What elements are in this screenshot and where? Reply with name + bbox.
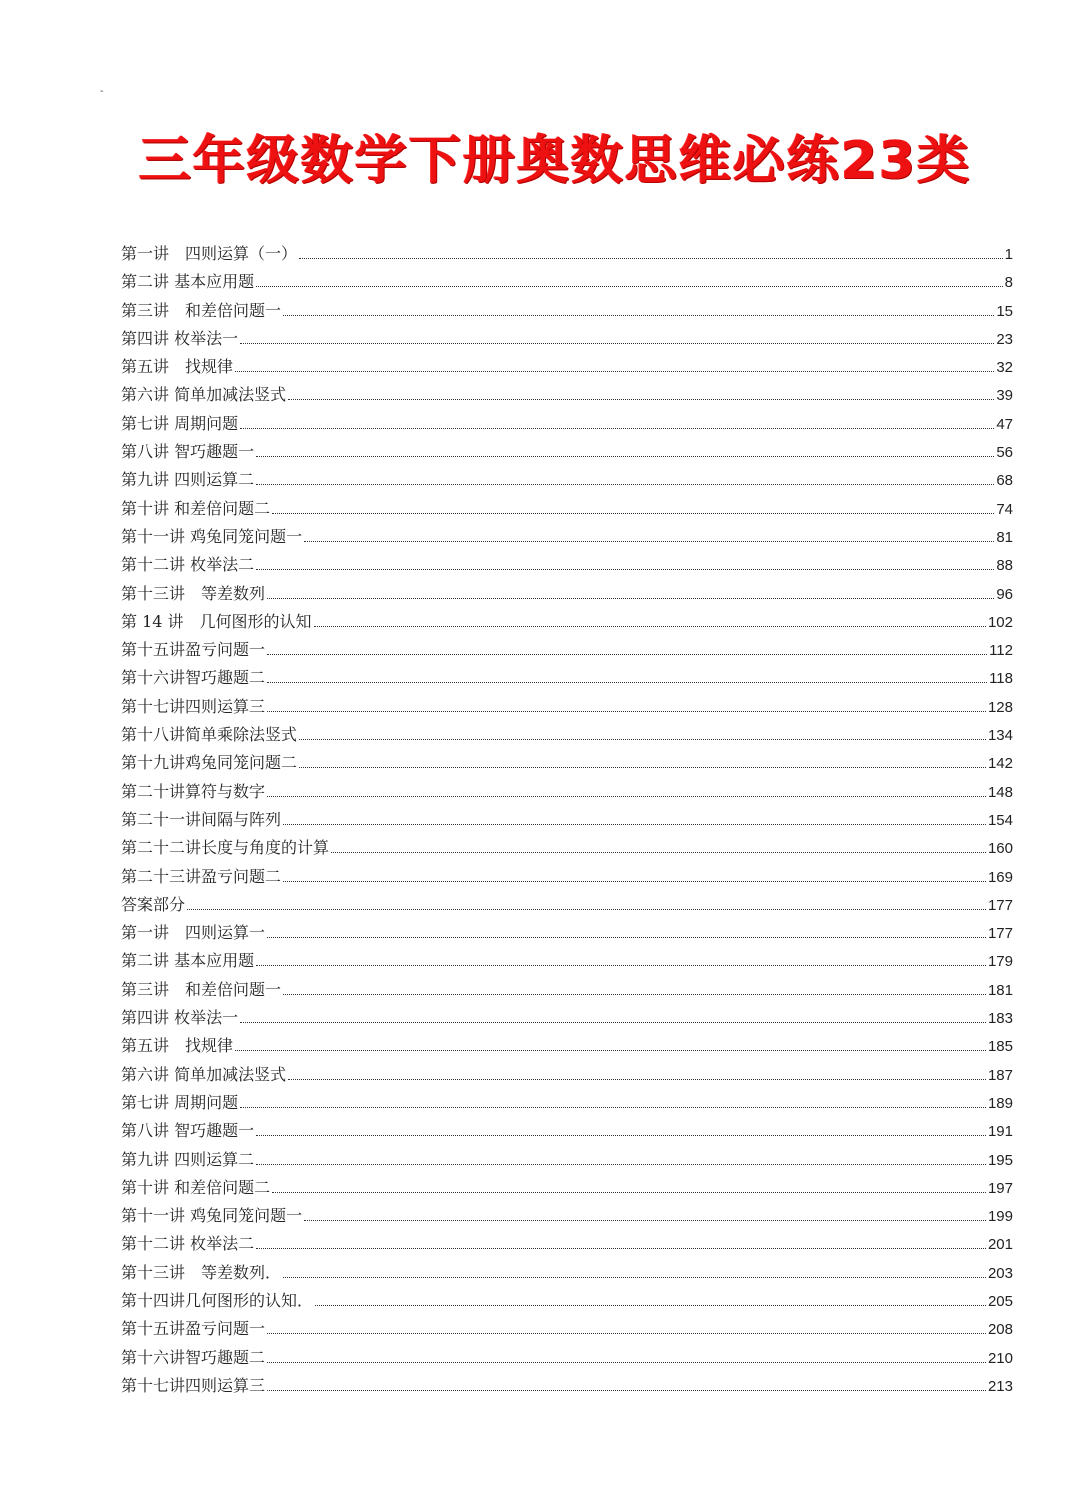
toc-dot-leader <box>283 824 986 825</box>
toc-dot-leader <box>267 1333 986 1334</box>
toc-entry-page-number: 197 <box>987 1179 1013 1197</box>
toc-entry[interactable] <box>121 1287 1013 1315</box>
toc-dot-leader <box>267 654 987 655</box>
toc-entry-title: 第十一讲 鸡兔同笼问题一 <box>121 1206 303 1226</box>
toc-entry-page-number: 203 <box>987 1264 1013 1282</box>
toc-entry[interactable] <box>121 1230 1013 1258</box>
toc-entry-title: 第六讲 简单加减法竖式 <box>121 1064 287 1084</box>
toc-dot-leader <box>283 994 986 995</box>
table-of-contents <box>121 240 1013 1400</box>
toc-entry[interactable] <box>121 1004 1013 1032</box>
toc-entry[interactable] <box>121 1372 1013 1400</box>
toc-entry-title: 第一讲 四则运算（一） <box>121 244 298 263</box>
toc-entry-title: 第七讲 周期问题 <box>121 413 239 433</box>
toc-entry-title: 第十九讲鸡兔同笼问题二 <box>121 753 298 773</box>
toc-dot-leader <box>240 343 994 344</box>
toc-entry-title: 第二十一讲间隔与阵列 <box>121 809 282 829</box>
toc-entry[interactable] <box>121 1344 1013 1372</box>
toc-entry-page-number: 169 <box>987 868 1013 886</box>
toc-entry-title: 第六讲 简单加减法竖式 <box>121 385 287 405</box>
toc-entry[interactable] <box>121 1146 1013 1174</box>
toc-entry-page-number: 199 <box>987 1208 1013 1226</box>
toc-entry[interactable] <box>121 495 1013 523</box>
toc-entry[interactable] <box>121 325 1013 353</box>
toc-entry[interactable] <box>121 693 1013 721</box>
toc-entry-page-number: 142 <box>987 755 1013 773</box>
toc-entry-page-number: 32 <box>996 359 1013 377</box>
toc-dot-leader <box>272 513 994 514</box>
toc-entry[interactable] <box>121 1174 1013 1202</box>
toc-entry-page-number: 210 <box>987 1349 1013 1367</box>
toc-entry-title: 第十七讲四则运算三 <box>121 1375 266 1395</box>
toc-entry-title: 第十讲 和差倍问题二 <box>121 1177 271 1197</box>
toc-dot-leader <box>299 767 986 768</box>
toc-entry-title: 第五讲 找规律 <box>121 1036 234 1056</box>
toc-entry[interactable] <box>121 580 1013 608</box>
toc-entry-title: 第十一讲 鸡兔同笼问题一 <box>121 526 303 546</box>
toc-dot-leader <box>256 1164 986 1165</box>
toc-entry-title: 第八讲 智巧趣题一 <box>121 442 255 462</box>
toc-entry-page-number: 56 <box>996 444 1013 462</box>
toc-dot-leader <box>267 796 986 797</box>
corner-mark: - <box>100 86 104 97</box>
toc-entry[interactable] <box>121 636 1013 664</box>
page-title: 三年级数学下册奥数思维必练23类 <box>138 131 972 191</box>
toc-entry-title: 第十八讲简单乘除法竖式 <box>121 725 298 745</box>
toc-entry-title: 第十二讲 枚举法二 <box>121 555 255 575</box>
toc-entry-title: 答案部分 <box>121 894 186 914</box>
toc-entry[interactable] <box>121 1315 1013 1343</box>
toc-entry-page-number: 118 <box>989 670 1013 688</box>
toc-entry-title: 第十六讲智巧趣题二 <box>121 1347 266 1367</box>
toc-entry-page-number: 191 <box>987 1123 1013 1141</box>
toc-entry-page-number: 177 <box>987 896 1013 914</box>
toc-dot-leader <box>256 1248 986 1249</box>
toc-dot-leader <box>256 569 994 570</box>
toc-entry[interactable] <box>121 664 1013 692</box>
toc-entry-page-number: 96 <box>996 585 1013 603</box>
toc-entry-title: 第七讲 周期问题 <box>121 1092 239 1112</box>
toc-entry[interactable] <box>121 749 1013 777</box>
toc-entry-page-number: 39 <box>996 387 1013 405</box>
toc-entry[interactable] <box>121 268 1013 296</box>
toc-entry-page-number: 181 <box>987 981 1013 999</box>
toc-entry[interactable] <box>121 381 1013 409</box>
toc-entry-title: 第十六讲智巧趣题二 <box>121 668 266 688</box>
toc-dot-leader <box>267 1362 986 1363</box>
toc-entry-page-number: 185 <box>987 1038 1013 1056</box>
toc-entry-page-number: 208 <box>987 1321 1013 1339</box>
toc-dot-leader <box>256 484 994 485</box>
toc-entry-page-number: 81 <box>996 528 1013 546</box>
toc-entry-title: 第十三讲 等差数列． <box>121 1262 282 1282</box>
toc-entry-page-number: 47 <box>996 415 1013 433</box>
toc-entry-title: 第一讲 四则运算一 <box>121 923 266 943</box>
toc-entry-page-number: 160 <box>987 840 1013 858</box>
toc-entry[interactable] <box>121 1259 1013 1287</box>
toc-dot-leader <box>267 1390 986 1391</box>
toc-entry-title: 第十二讲 枚举法二 <box>121 1234 255 1254</box>
toc-dot-leader <box>256 965 986 966</box>
toc-entry[interactable] <box>121 919 1013 947</box>
toc-dot-leader <box>240 1022 986 1023</box>
toc-entry-page-number: 15 <box>996 302 1013 320</box>
toc-entry-title: 第十三讲 等差数列 <box>121 583 266 603</box>
toc-entry-title: 第二讲 基本应用题 <box>121 272 255 292</box>
toc-dot-leader <box>235 1050 986 1051</box>
toc-dot-leader <box>267 711 986 712</box>
toc-dot-leader <box>267 598 994 599</box>
toc-entry-title: 第二十三讲盈亏问题二 <box>121 866 282 886</box>
toc-entry-title: 第三讲 和差倍问题一 <box>121 300 282 320</box>
toc-entry[interactable] <box>121 834 1013 862</box>
toc-dot-leader <box>267 682 987 683</box>
toc-entry[interactable] <box>121 608 1013 636</box>
toc-entry-page-number: 189 <box>987 1094 1013 1112</box>
toc-entry[interactable] <box>121 863 1013 891</box>
toc-entry-title: 第二十二讲长度与角度的计算 <box>121 838 330 858</box>
toc-entry[interactable] <box>121 523 1013 551</box>
toc-entry[interactable] <box>121 721 1013 749</box>
toc-entry-title: 第八讲 智巧趣题一 <box>121 1121 255 1141</box>
toc-entry-page-number: 134 <box>987 727 1013 745</box>
toc-entry-page-number: 154 <box>987 811 1013 829</box>
toc-entry-page-number: 1 <box>1004 246 1013 263</box>
toc-entry[interactable] <box>121 947 1013 975</box>
toc-entry[interactable] <box>121 410 1013 438</box>
toc-dot-leader <box>331 852 986 853</box>
toc-entry[interactable] <box>121 1202 1013 1230</box>
toc-entry[interactable] <box>121 778 1013 806</box>
toc-dot-leader <box>288 399 994 400</box>
toc-entry[interactable] <box>121 466 1013 494</box>
toc-entry-page-number: 177 <box>987 925 1013 943</box>
toc-entry-page-number: 187 <box>987 1066 1013 1084</box>
toc-dot-leader <box>240 1107 986 1108</box>
toc-dot-leader <box>256 456 994 457</box>
toc-entry-title: 第十七讲四则运算三 <box>121 696 266 716</box>
toc-dot-leader <box>304 1220 986 1221</box>
toc-dot-leader <box>314 626 986 627</box>
toc-entry-title: 第五讲 找规律 <box>121 357 234 377</box>
toc-entry[interactable] <box>121 1089 1013 1117</box>
toc-dot-leader <box>256 286 1003 287</box>
toc-entry-page-number: 68 <box>996 472 1013 490</box>
toc-entry-title: 第四讲 枚举法一 <box>121 1008 239 1028</box>
toc-dot-leader <box>299 739 986 740</box>
toc-entry-page-number: 195 <box>987 1151 1013 1169</box>
toc-dot-leader <box>315 1305 986 1306</box>
toc-entry-page-number: 205 <box>987 1292 1013 1310</box>
toc-dot-leader <box>299 258 1003 259</box>
toc-entry-page-number: 148 <box>987 783 1013 801</box>
toc-entry-title: 第九讲 四则运算二 <box>121 470 255 490</box>
toc-dot-leader <box>187 909 986 910</box>
toc-dot-leader <box>267 937 986 938</box>
toc-entry-title: 第十五讲盈亏问题一 <box>121 640 266 660</box>
toc-entry-page-number: 213 <box>987 1377 1013 1395</box>
toc-entry[interactable] <box>121 1061 1013 1089</box>
toc-entry[interactable] <box>121 240 1013 268</box>
toc-dot-leader <box>272 1192 986 1193</box>
toc-entry-page-number: 183 <box>987 1010 1013 1028</box>
toc-entry[interactable] <box>121 1032 1013 1060</box>
toc-entry-title: 第三讲 和差倍问题一 <box>121 979 282 999</box>
toc-dot-leader <box>235 371 994 372</box>
toc-dot-leader <box>304 541 994 542</box>
toc-entry-title: 第十五讲盈亏问题一 <box>121 1319 266 1339</box>
toc-entry-page-number: 8 <box>1004 274 1013 292</box>
toc-entry-title: 第九讲 四则运算二 <box>121 1149 255 1169</box>
toc-entry[interactable] <box>121 976 1013 1004</box>
toc-entry[interactable] <box>121 297 1013 325</box>
toc-entry[interactable] <box>121 353 1013 381</box>
toc-entry[interactable] <box>121 438 1013 466</box>
toc-entry-page-number: 179 <box>987 953 1013 971</box>
toc-entry-title: 第 14 讲 几何图形的认知 <box>121 611 312 631</box>
toc-dot-leader <box>283 315 994 316</box>
toc-entry-title: 第四讲 枚举法一 <box>121 328 239 348</box>
toc-entry-page-number: 88 <box>996 557 1013 575</box>
toc-dot-leader <box>283 881 986 882</box>
toc-dot-leader <box>288 1079 986 1080</box>
toc-entry-title: 第十讲 和差倍问题二 <box>121 498 271 518</box>
toc-entry-title: 第二十讲算符与数字 <box>121 781 266 801</box>
toc-dot-leader <box>256 1135 986 1136</box>
toc-entry-page-number: 74 <box>996 500 1013 518</box>
toc-dot-leader <box>240 428 994 429</box>
toc-entry-title: 第十四讲几何图形的认知． <box>121 1290 314 1310</box>
toc-entry-page-number: 102 <box>987 613 1013 631</box>
toc-entry[interactable] <box>121 551 1013 579</box>
toc-entry-page-number: 23 <box>996 330 1013 348</box>
toc-entry-page-number: 112 <box>989 642 1013 660</box>
toc-entry[interactable] <box>121 891 1013 919</box>
toc-entry[interactable] <box>121 806 1013 834</box>
toc-entry[interactable] <box>121 1117 1013 1145</box>
toc-entry-title: 第二讲 基本应用题 <box>121 951 255 971</box>
toc-entry-page-number: 128 <box>987 698 1013 716</box>
toc-entry-page-number: 201 <box>987 1236 1013 1254</box>
toc-dot-leader <box>283 1277 986 1278</box>
